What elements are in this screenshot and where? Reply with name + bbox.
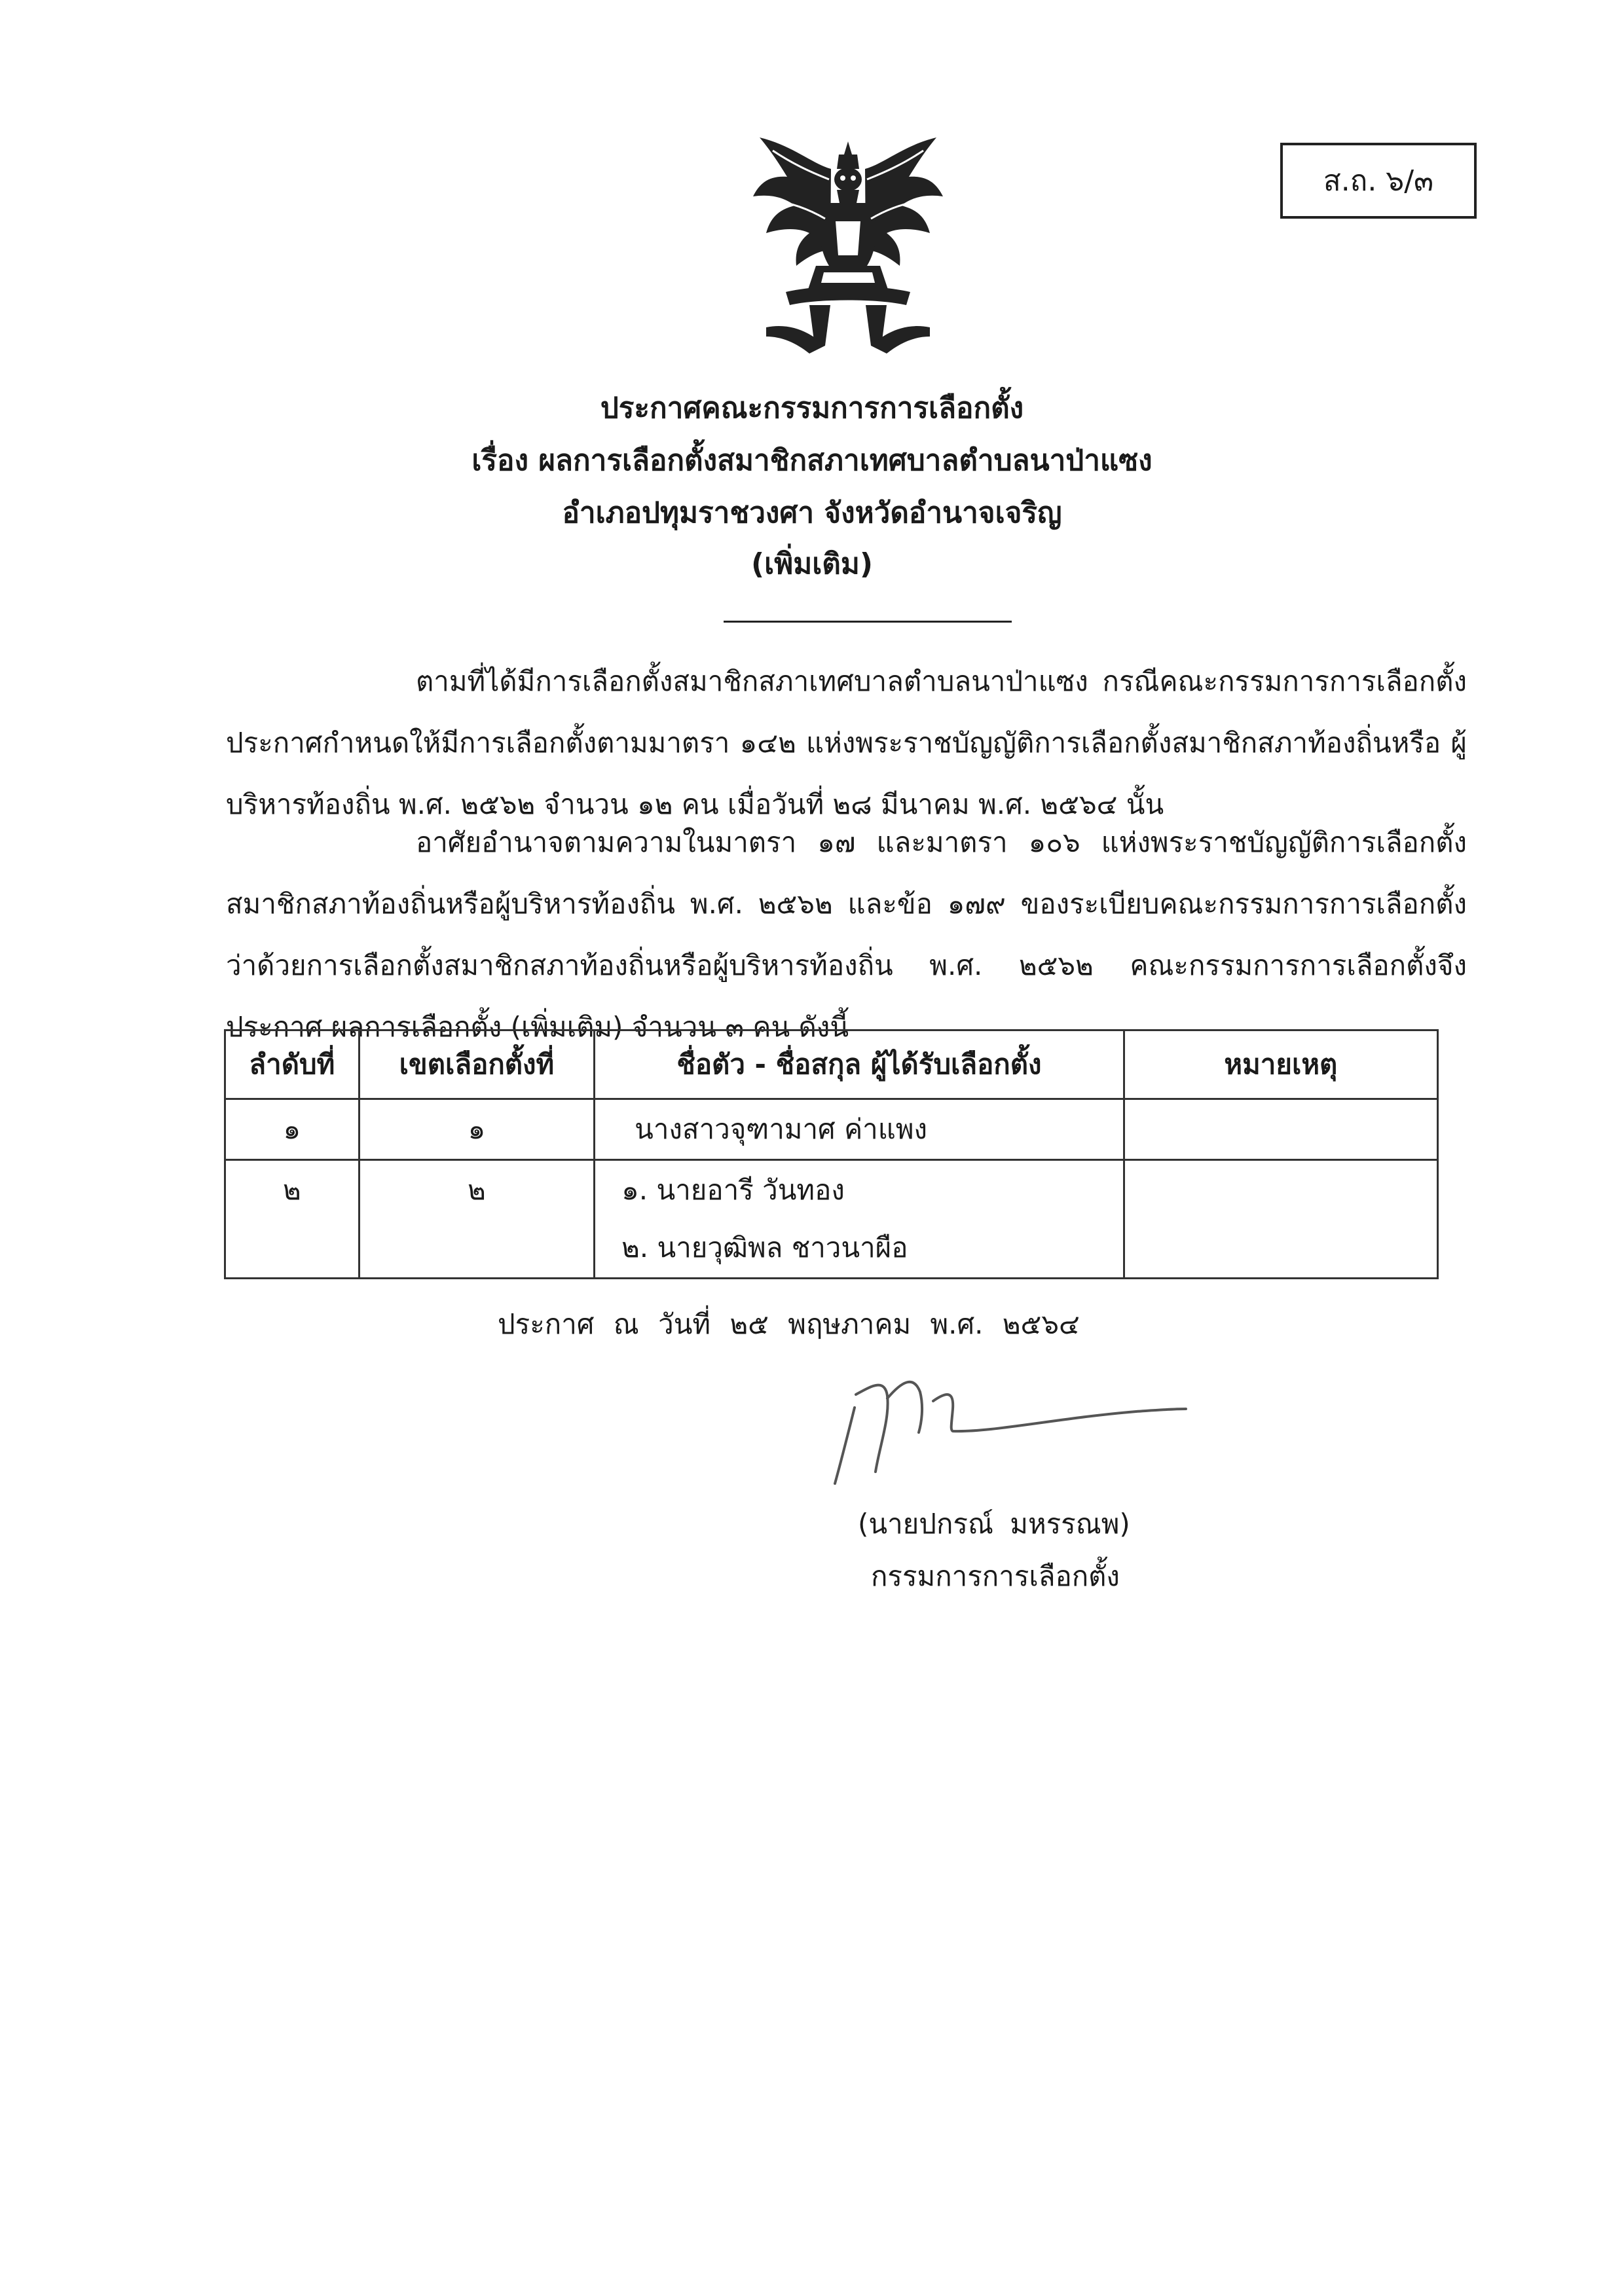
heading-subject: เรื่อง ผลการเลือกตั้งสมาชิกสภาเทศบาลตำบลนาป่าแซง [471,444,1153,477]
header-order: ลำดับที่ [225,1030,360,1099]
cell-order [225,1099,360,1160]
cell-remark [1124,1099,1437,1160]
district-value: ๒ [468,1174,486,1206]
header-remark: หมายเหตุ [1124,1030,1437,1099]
elected-name: ๑. นายอารี วันทอง [621,1174,845,1206]
cell-district [359,1160,594,1279]
body-paragraph-2 [226,812,1467,1058]
signatory-name: (นายปกรณ์ มหรรณพ) [858,1508,1130,1540]
heading-authority: ประกาศคณะกรรมการการเลือกตั้ง [600,392,1024,425]
cell-district [359,1099,594,1160]
paragraph-2-text: อาศัยอำนาจตามความในมาตรา ๑๗ และมาตรา ๑๐๖ แห่งพระราชบัญญัติการเลือกตั้ง สมาชิกสภาท้องถิ่นหรือผู้บริหารท้องถิ่น พ.ศ. ๒๕๖๒ และข้อ ๑๗๙ ของระเบียบคณะกรรมการการเลือกตั้ง ว่าด้วยการเลือกตั้งสมาชิกสภาท้องถิ่นหรือผู้บริหารท้องถิ่น พ.ศ. ๒๕๖๒ คณะกรรมการการเลือกตั้งจึงประกาศ ผลการเลือกตั้ง (เพิ่มเติม) จำนวน ๓ คน ดังนี้ [226,826,1467,1043]
cell-elected-name [595,1160,1124,1279]
results-table [224,1029,1439,1279]
paragraph-1-text: ตามที่ได้มีการเลือกตั้งสมาชิกสภาเทศบาลตำบลนาป่าแซง กรณีคณะกรรมการการเลือกตั้ง ประกาศกำหนดให้มีการเลือกตั้งตามมาตรา ๑๔๒ แห่งพระราชบัญญัติการเลือกตั้งสมาชิกสภาท้องถิ่นหรือ ผู้บริหารท้องถิ่น พ.ศ. ๒๕๖๒ จำนวน ๑๒ คน เมื่อวันที่ ๒๘ มีนาคม พ.ศ. ๒๕๖๔ นั้น [226,665,1467,820]
order-value: ๒ [283,1174,301,1206]
header-district: เขตเลือกตั้งที่ [359,1030,594,1099]
table-row [225,1160,1438,1279]
form-code-box [1280,143,1477,219]
signatory-position: กรรมการการเลือกตั้ง [871,1560,1120,1592]
elected-name: ๒. นายวุฒิพล ชาวนาผือ [621,1231,908,1264]
table-header-row [225,1030,1438,1099]
announcement-date: ประกาศ ณ วันที่ ๒๕ พฤษภาคม พ.ศ. ๒๕๖๔ [498,1308,1080,1340]
cell-elected-name [595,1099,1124,1160]
cell-remark [1124,1160,1437,1279]
heading-location: อำเภอปทุมราชวงศา จังหวัดอำนาจเจริญ [562,496,1062,530]
garuda-emblem-icon [747,137,950,360]
handwritten-signature [822,1355,1189,1486]
order-value: ๑ [283,1113,301,1145]
heading-divider [724,621,1012,623]
table-row [225,1099,1438,1160]
elected-name: นางสาวจุฑามาศ ค่าแพง [635,1113,928,1145]
body-paragraph-1 [226,651,1467,835]
form-code: ส.ถ. ๖/๓ [1323,164,1434,198]
heading-supplement: (เพิ่มเติม) [751,547,873,581]
district-value: ๑ [468,1113,486,1145]
cell-order [225,1160,360,1279]
header-elected-name: ชื่อตัว - ชื่อสกุล ผู้ได้รับเลือกตั้ง [595,1030,1124,1099]
